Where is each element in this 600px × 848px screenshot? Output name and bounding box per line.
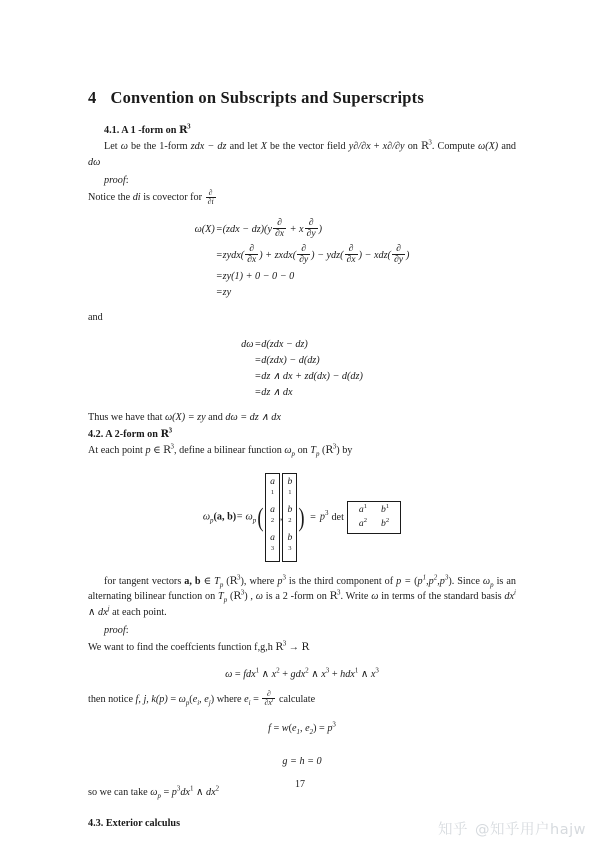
fraction-denominator: $\partial x^i$ [264,697,274,708]
wedge-operator: ∧ [193,787,206,799]
section-number: 4 [88,88,97,107]
reals-exponent: 3 [332,444,337,452]
term-g-dx: gdx [290,668,306,680]
tangent-space-symbol: T [310,445,316,457]
plus-operator: + [329,668,341,680]
notice-covector-line [88,189,516,207]
tangent-space-symbol: T [218,591,224,603]
text-fragment: , [247,591,256,603]
p-exponent: 3 [332,721,336,729]
equation-rhs: =zy [215,287,232,299]
text-fragment: and [205,411,226,423]
matrix-cell: $a^2$ [358,517,368,530]
basis-vector-e: e [291,723,297,735]
text-fragment: ( [223,575,230,587]
omega-p-symbol: ω [202,511,211,523]
determinant-operator: det [331,511,344,523]
equals-omega: = ω [236,511,253,523]
equation-g-h-zero [88,756,516,767]
fraction-numerator: ∂ [392,244,405,255]
d-omega: dω [88,156,101,168]
wedge-operator: ∧ [88,607,99,619]
equation-lhs [195,269,216,285]
one-form-expression: zdx − dz [190,141,227,152]
term-x: x [321,668,326,680]
basis-index: 1 [296,729,300,737]
subsection-title-4-2: A 2-form on [105,429,158,441]
omega-p-symbol: ω [178,693,186,705]
page-number: 17 [295,779,305,790]
matrix-row [352,503,396,518]
text-fragment: Let [104,141,121,152]
term-index: 3 [325,667,330,675]
rhs-part: =(zdx − dz)(y [215,223,272,235]
fraction-numerator: ∂ [245,244,258,255]
term-x: x [370,668,376,680]
then-notice-line [88,688,516,709]
equation-row [241,353,363,369]
basis-vector-e: e [192,693,198,705]
equation-rhs: =zy(1) + 0 − 0 − 0 [215,271,295,283]
rhs-part: ) − xdz( [358,249,391,261]
text-fragment: on [404,141,422,152]
subsection-number-4-2: 4.2. [88,429,104,441]
fraction-numerator: ∂ [297,244,310,255]
rhs-part: ) [406,249,410,261]
text-fragment: We want to find the coeffcients function f,g,h [88,641,276,653]
equation-text: g = h = 0 [282,756,322,768]
reals-symbol: R [163,445,171,457]
text-fragment: . Compute [431,141,478,152]
plus-operator: + [370,141,383,152]
matrix-cell: $a^1$ [358,502,368,515]
tangent-space-subscript: p [223,597,228,605]
text-fragment: , [299,723,306,735]
equation-row [195,242,410,268]
text-fragment: ) [313,723,317,735]
matrix-cell: $b^2$ [381,517,390,530]
reals-symbol: R [229,575,238,587]
text-fragment: ) [336,445,343,457]
tangent-space-symbol: T [214,575,220,587]
omega-symbol: ω [225,668,233,680]
proof-label-line-2: proof: [104,624,129,636]
p-exponent: 1 [422,574,427,582]
term-index: 1 [354,667,359,675]
p-component-2: p [428,575,434,587]
equation-row [195,285,410,301]
text-fragment: . Write [340,591,372,603]
fraction-numerator: ∂ [345,244,358,255]
reals-exponent: 3 [428,139,432,147]
equals-operator: = [310,511,316,523]
text-fragment: be the 1-form [127,141,191,152]
equation-lhs [195,285,216,301]
term-f-dx: fdx [243,668,256,680]
term-h-dx: hdx [340,668,355,680]
reals-exponent: 3 [240,589,245,597]
text-fragment: , [199,693,205,705]
fraction-numerator: ∂ [273,218,286,229]
equation-row [241,369,363,385]
basis-vector-e: e [244,693,249,705]
omega-p-symbol: ω [482,575,491,587]
equation-rhs: =d(zdx) − d(dz) [254,355,320,367]
fraction-denominator: ∂y [393,254,404,266]
partial-fraction [345,244,358,265]
zhihu-logo: 知乎 [438,822,469,838]
determinant-matrix [352,503,396,532]
big-right-paren: ) [298,502,305,533]
partial-fraction [262,690,275,708]
rhs-part: =zydx( [215,249,245,261]
equation-row [241,385,363,401]
text-fragment: is the third component of [285,575,397,587]
equals-operator: = [167,693,179,705]
p-third-component: p [327,723,333,735]
determinant-matrix-bracket [347,501,401,534]
p-component-1: p [417,575,423,587]
wedge-operator: ∧ [358,668,371,680]
reals-symbol: R [233,591,241,603]
coefficient-functions: f, j, k(p) [135,693,168,705]
omega-subscript: p [291,451,296,459]
basis-index-j: j [107,605,110,613]
equation-omega-p-bilinear [88,473,516,561]
proof-label: proof [104,624,126,636]
section-heading [88,88,516,108]
reals-symbol: R [329,591,337,603]
text-fragment: ( [189,693,193,705]
coefficient-f: f [268,723,271,735]
bilinear-arguments: (a, b) [213,511,237,523]
rhs-part: ) − ydz( [311,249,344,261]
reals-symbol: R [421,141,429,152]
p-third-component: p [171,787,177,799]
term-index: 2 [305,667,309,675]
column-vector-b [287,475,292,559]
reals-exponent: 3 [170,444,175,452]
p-third-component: p [277,575,283,587]
equals-operator: = [232,668,244,680]
fraction-numerator: ∂ [206,189,216,198]
text-fragment: where [214,693,245,705]
term-x: x [271,668,277,680]
text-fragment: be the vector field [266,141,349,152]
basis-index: 2 [215,785,220,793]
basis-vector-e: e [204,693,209,705]
p-third-component: p [319,511,325,523]
paragraph-4-1-intro [88,139,516,171]
subsection-number-4-3: 4.3. [88,818,104,830]
equation-rhs [216,216,410,242]
text-fragment: is an alternating bilinear function on [88,575,516,603]
plus-operator: + [279,668,291,680]
omega-subscript: p [210,517,214,525]
omega-subscript: p [185,699,190,707]
omega-subscript: p [157,793,161,801]
text-fragment: ( [227,591,234,603]
basis-dx-i: dx [504,591,515,603]
and-connector-line: and [88,311,103,323]
vector-field-term-b: x∂/∂y [382,141,405,152]
equation-row [195,216,410,242]
subsection-title-4-3: Exterior calculus [105,818,181,830]
zhihu-watermark [438,818,586,839]
reals-exponent: 3 [237,574,241,582]
column-vector-b-bracket [279,473,297,561]
p-exponent: 3 [176,785,181,793]
p-exponent: 2 [433,574,438,582]
fraction-denominator: ∂x [346,254,356,266]
p-exponent: 3 [444,574,449,582]
equation-row [241,337,363,353]
text-fragment: Notice the [88,192,133,204]
equation-rhs: =d(zdx − dz) [254,339,308,351]
text-fragment: ) [240,575,244,587]
result-d-omega: dω = dz ∧ dx [225,411,281,423]
equation-lhs [241,353,254,369]
text-fragment: ( [288,723,292,735]
reals-symbol: R [160,428,169,441]
tangent-space-subscript: p [315,451,320,459]
equation-f-value [88,721,516,737]
text-fragment: , define a bilinear function [174,445,285,457]
argument-separator: , [279,511,283,523]
reals-symbol: R [179,124,188,136]
omega-p-symbol: ω [150,787,158,799]
basis-index: i [197,699,200,707]
rhs-part: ) + zxdx( [259,249,297,261]
text-fragment: for tangent vectors [104,575,185,587]
reals-exponent: 3 [336,589,341,597]
basis-dx-1: dx [180,787,190,799]
text-fragment: is covector for [140,192,205,204]
text-fragment: then notice [88,693,136,705]
reals-symbol: R [275,641,283,653]
p-exponent: 3 [282,574,286,582]
proof-label: proof [104,174,126,186]
wedge-operator: ∧ [259,668,272,680]
reals-exponent: 3 [282,640,287,648]
text-fragment: by [342,445,353,457]
partial-fraction [245,244,258,265]
text-fragment: ( [319,445,326,457]
omega-subscript: p [252,517,257,525]
fraction-denominator: ∂i [207,197,214,206]
subsection-heading-4-1 [88,124,516,136]
omega-p-symbol: ω [284,445,292,457]
partial-fraction [305,218,318,239]
zhihu-user-handle: @知乎用户hajw [475,822,586,838]
omega-symbol: ω [120,141,128,152]
rhs-part: + x [287,223,304,235]
partial-fraction [297,244,310,265]
text-fragment: ( [414,575,418,587]
fraction-denominator: ∂x [247,254,257,266]
tangent-space-subscript: p [219,581,224,589]
equation-lhs [195,242,216,268]
fraction-denominator: ∂y [299,254,309,266]
basis-index: 1 [189,785,194,793]
term-index: 1 [255,667,260,675]
basis-dx-j: dx [98,607,108,619]
reals-exponent: 3 [187,123,191,131]
basis-index: i [248,699,251,707]
fraction-numerator: ∂ [262,690,275,699]
equals-operator: = [270,723,282,735]
text-fragment: . Since [451,575,483,587]
point-p: p [145,445,151,457]
omega-symbol: ω [255,591,263,603]
wedge-operator: ∧ [308,668,322,680]
fraction-denominator: ∂y [306,227,316,239]
vectors-a-b: a, b [184,575,201,587]
text-fragment: ) [244,591,248,603]
subsection-number-4-1: 4.1. [104,125,120,136]
text-fragment: , where [243,575,278,587]
omega-subscript: p [490,581,494,589]
di-symbol: di [132,192,141,204]
partial-fraction [392,244,405,265]
term-index: 2 [276,667,280,675]
text-fragment: is a 2 -form on [262,591,330,603]
big-left-paren: ( [257,502,264,533]
vector-b-component-1: b $^1$ [287,476,293,497]
basis-vector-e: e [305,723,310,735]
text-fragment: At each point [88,445,146,457]
column-vector-a [270,475,275,559]
term-index: 3 [375,667,379,675]
equals-operator: = [160,787,172,799]
partial-fraction [273,218,286,239]
paragraph-tangent-vectors: for tangent vectors a, b ∈ $T_p$ $(R^3)$, where $p^3$ is the third component of $p = (p^1,p^2,p^3)$. Since $\omega_p$ is an alternating bilinear function on $T_p$ $(R^3)$ , ω is a 2 -form on $R^3$. Write ω in terms of the standard basis $dx^i$ ∧ $dx^j$ at each point. [88,574,516,619]
equation-omega-expansion [88,669,516,680]
fraction-numerator: ∂ [305,218,318,229]
equation-lhs [241,385,254,401]
omega-symbol: ω [371,591,379,603]
result-omega-x: ω(X) = zy [164,411,206,423]
vector-a-component-1: a $^1$ [270,476,275,497]
text-fragment: calculate [276,693,316,705]
equation-rhs: =dz ∧ dx [254,387,293,399]
text-fragment: and [498,141,517,152]
arrow-operator: → [286,641,302,653]
basis-index-i: i [514,589,516,597]
equation-row [195,269,410,285]
section-title-text: Convention on Subscripts and Superscripts [110,88,424,107]
reals-symbol: R [325,445,333,457]
p-component-3: p [439,575,445,587]
text-fragment: Thus we have that [88,411,165,423]
vector-b-component-2: b $^2$ [287,504,293,525]
paragraph-4-2-intro [88,443,516,459]
reals-exponent: 3 [168,428,173,436]
text-fragment: and let [226,141,261,152]
reals-symbol: R [301,641,309,653]
equation-d-omega [88,337,516,401]
equation-rhs [216,242,410,268]
subsection-title-4-1: A 1 -form on [121,125,177,136]
vector-field-symbol: X [260,141,267,152]
omega-of-x: ω(X) [478,141,499,152]
thus-conclusion-line [88,410,516,426]
page-content [88,88,516,832]
column-vector-a-bracket [265,473,280,561]
text-fragment: ) [210,693,215,705]
p-exponent: 3 [324,510,329,518]
equation-lhs: dω [241,339,254,351]
basis-dx-2: dx [205,787,216,799]
proof-label-line-1: proof: [104,174,129,186]
matrix-cell: $b^1$ [381,502,390,515]
equals-operator: = [316,723,328,735]
equation-lhs: ω(X) [194,223,215,235]
equation-rhs: =dz ∧ dx + zd(dx) − d(dz) [254,371,363,383]
element-of-operator: ∈ [200,575,215,587]
vector-field-term-a: y∂/∂x [348,141,371,152]
vector-a-component-2: a $^2$ [270,504,275,525]
text-fragment: in terms of the standard basis [378,591,505,603]
matrix-row [352,517,396,532]
vector-b-component-3: b $^3$ [287,532,293,553]
text-fragment: on [295,445,311,457]
subsection-heading-4-2 [88,428,516,440]
fraction-denominator: ∂x [274,227,285,239]
text-fragment: ) [448,575,452,587]
text-fragment: so we can take [88,787,151,799]
p-equals: p = [396,575,415,587]
coefficients-line [88,640,516,656]
omega-function: w [281,723,289,735]
equation-lhs [241,369,254,385]
basis-index: 2 [309,729,314,737]
equals-operator: = [250,693,262,705]
vector-a-component-3: a $^3$ [270,532,275,553]
basis-index: j [208,699,211,707]
element-of-operator: ∈ [150,445,164,457]
equation-omega-of-x [88,216,516,301]
rhs-part: ) [318,223,323,235]
text-fragment: at each point. [109,607,167,619]
partial-fraction [206,189,216,207]
